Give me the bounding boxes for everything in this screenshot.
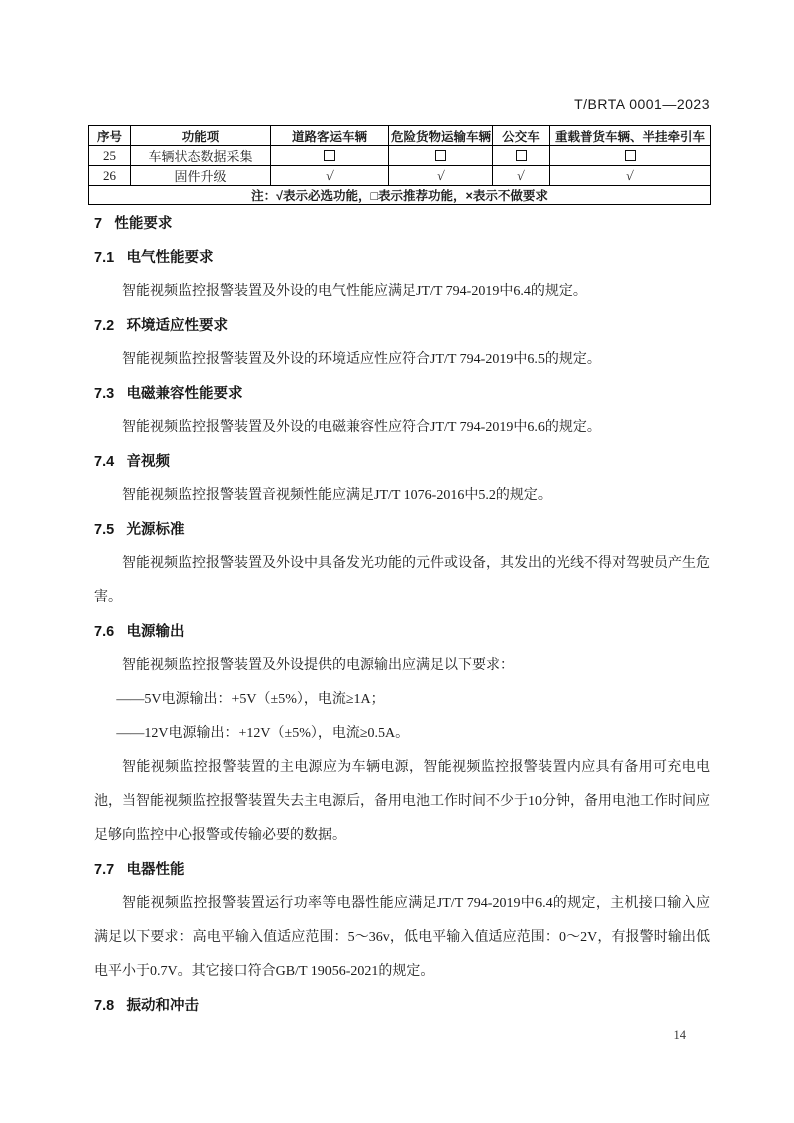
table-note-row: [89, 186, 711, 205]
row-number: 26: [89, 166, 131, 186]
recommended-box-icon: [625, 150, 636, 161]
section-title: 电气性能要求: [126, 250, 214, 266]
paragraph: 智能视频监控报警装置及外设的电磁兼容性应符合JT/T 794-2019中6.6的规定。: [122, 420, 601, 435]
section-heading: [94, 853, 710, 887]
paragraph: 智能视频监控报警装置及外设的环境适应性应符合JT/T 794-2019中6.5的规定。: [122, 352, 601, 367]
section-title: 性能要求: [114, 216, 173, 232]
section-heading: [94, 309, 710, 343]
check-mark-icon: √: [625, 167, 635, 183]
section-title: 电器性能: [126, 862, 185, 878]
paragraph: 智能视频监控报警装置及外设中具备发光功能的元件或设备，其发出的光线不得对驾驶员产生危害。: [94, 556, 710, 605]
section-number: 7.1: [94, 250, 115, 266]
function-table: [88, 125, 711, 205]
section-number: 7.3: [94, 386, 115, 402]
paragraph: ——5V电源输出：+5V（±5%），电流≥1A；: [116, 692, 385, 707]
section-number: 7.2: [94, 318, 115, 334]
section-title: 环境适应性要求: [126, 318, 228, 334]
mark-cell: [271, 166, 389, 186]
row-item: 固件升级: [131, 166, 271, 186]
section-title: 振动和冲击: [126, 998, 199, 1014]
paragraph: ——12V电源输出：+12V（±5%），电流≥0.5A。: [116, 726, 410, 741]
section-heading: [94, 615, 710, 649]
recommended-box-icon: [435, 150, 446, 161]
column-header: 公交车: [493, 126, 550, 146]
recommended-box-icon: [516, 150, 527, 161]
column-header: 道路客运车辆: [271, 126, 389, 146]
section-heading: [94, 377, 710, 411]
paragraph: 智能视频监控报警装置及外设的电气性能应满足JT/T 794-2019中6.4的规定。: [122, 284, 587, 299]
column-header: 危险货物运输车辆: [389, 126, 493, 146]
section-title: 电源输出: [126, 624, 185, 640]
mark-cell: [271, 146, 389, 166]
table-row: [89, 166, 711, 186]
check-mark-icon: √: [436, 167, 445, 183]
section-number: 7.6: [94, 624, 115, 640]
page-number: 14: [673, 1028, 686, 1042]
check-mark-icon: √: [516, 167, 526, 183]
section-heading: [94, 513, 710, 547]
document-code: T/BRTA 0001—2023: [574, 96, 710, 112]
column-header: 序号: [89, 126, 131, 146]
section-number: 7.4: [94, 454, 115, 470]
section-number: 7: [94, 216, 103, 232]
section-heading: [94, 989, 710, 1023]
table-body: [89, 146, 711, 186]
row-item: 车辆状态数据采集: [131, 146, 271, 166]
section-title: 电磁兼容性能要求: [126, 386, 243, 402]
check-mark-icon: √: [325, 167, 334, 183]
paragraph: 智能视频监控报警装置及外设提供的电源输出应满足以下要求：: [122, 658, 514, 673]
mark-cell: [389, 146, 493, 166]
row-number: 25: [89, 146, 131, 166]
section-title: 音视频: [126, 454, 170, 470]
paragraph: 智能视频监控报警装置运行功率等电器性能应满足JT/T 794-2019中6.4的规定，主机接口输入应满足以下要求：高电平输入值适应范围：5～36v，低电平输入值适应范围：0～2V，有报警时输出低电平小于0.7V。其它接口符合GB/T 19056-2021的规定。: [94, 896, 710, 979]
recommended-box-icon: [324, 150, 335, 161]
table-note: 注：√表示必选功能，□表示推荐功能，×表示不做要求: [89, 186, 711, 205]
mark-cell: [389, 166, 493, 186]
section-number: 7.8: [94, 998, 115, 1014]
table-header-row: [89, 126, 711, 146]
mark-cell: [550, 146, 711, 166]
section-heading: [94, 207, 710, 241]
paragraph: 智能视频监控报警装置音视频性能应满足JT/T 1076-2016中5.2的规定。: [122, 488, 552, 503]
mark-cell: [493, 146, 550, 166]
section-number: 7.5: [94, 522, 115, 538]
table-row: [89, 146, 711, 166]
section-number: 7.7: [94, 862, 115, 878]
mark-cell: [550, 166, 711, 186]
column-header: 重载普货车辆、半挂牵引车: [550, 126, 711, 146]
paragraph: 智能视频监控报警装置的主电源应为车辆电源，智能视频监控报警装置内应具有备用可充电电池，当智能视频监控报警装置失去主电源后，备用电池工作时间不少于10分钟，备用电池工作时间应足够向监控中心报警或传输必要的数据。: [94, 760, 710, 843]
content: [94, 207, 710, 1023]
section-title: 光源标准: [126, 522, 185, 538]
section-heading: [94, 445, 710, 479]
column-header: 功能项: [131, 126, 271, 146]
section-heading: [94, 241, 710, 275]
mark-cell: [493, 166, 550, 186]
